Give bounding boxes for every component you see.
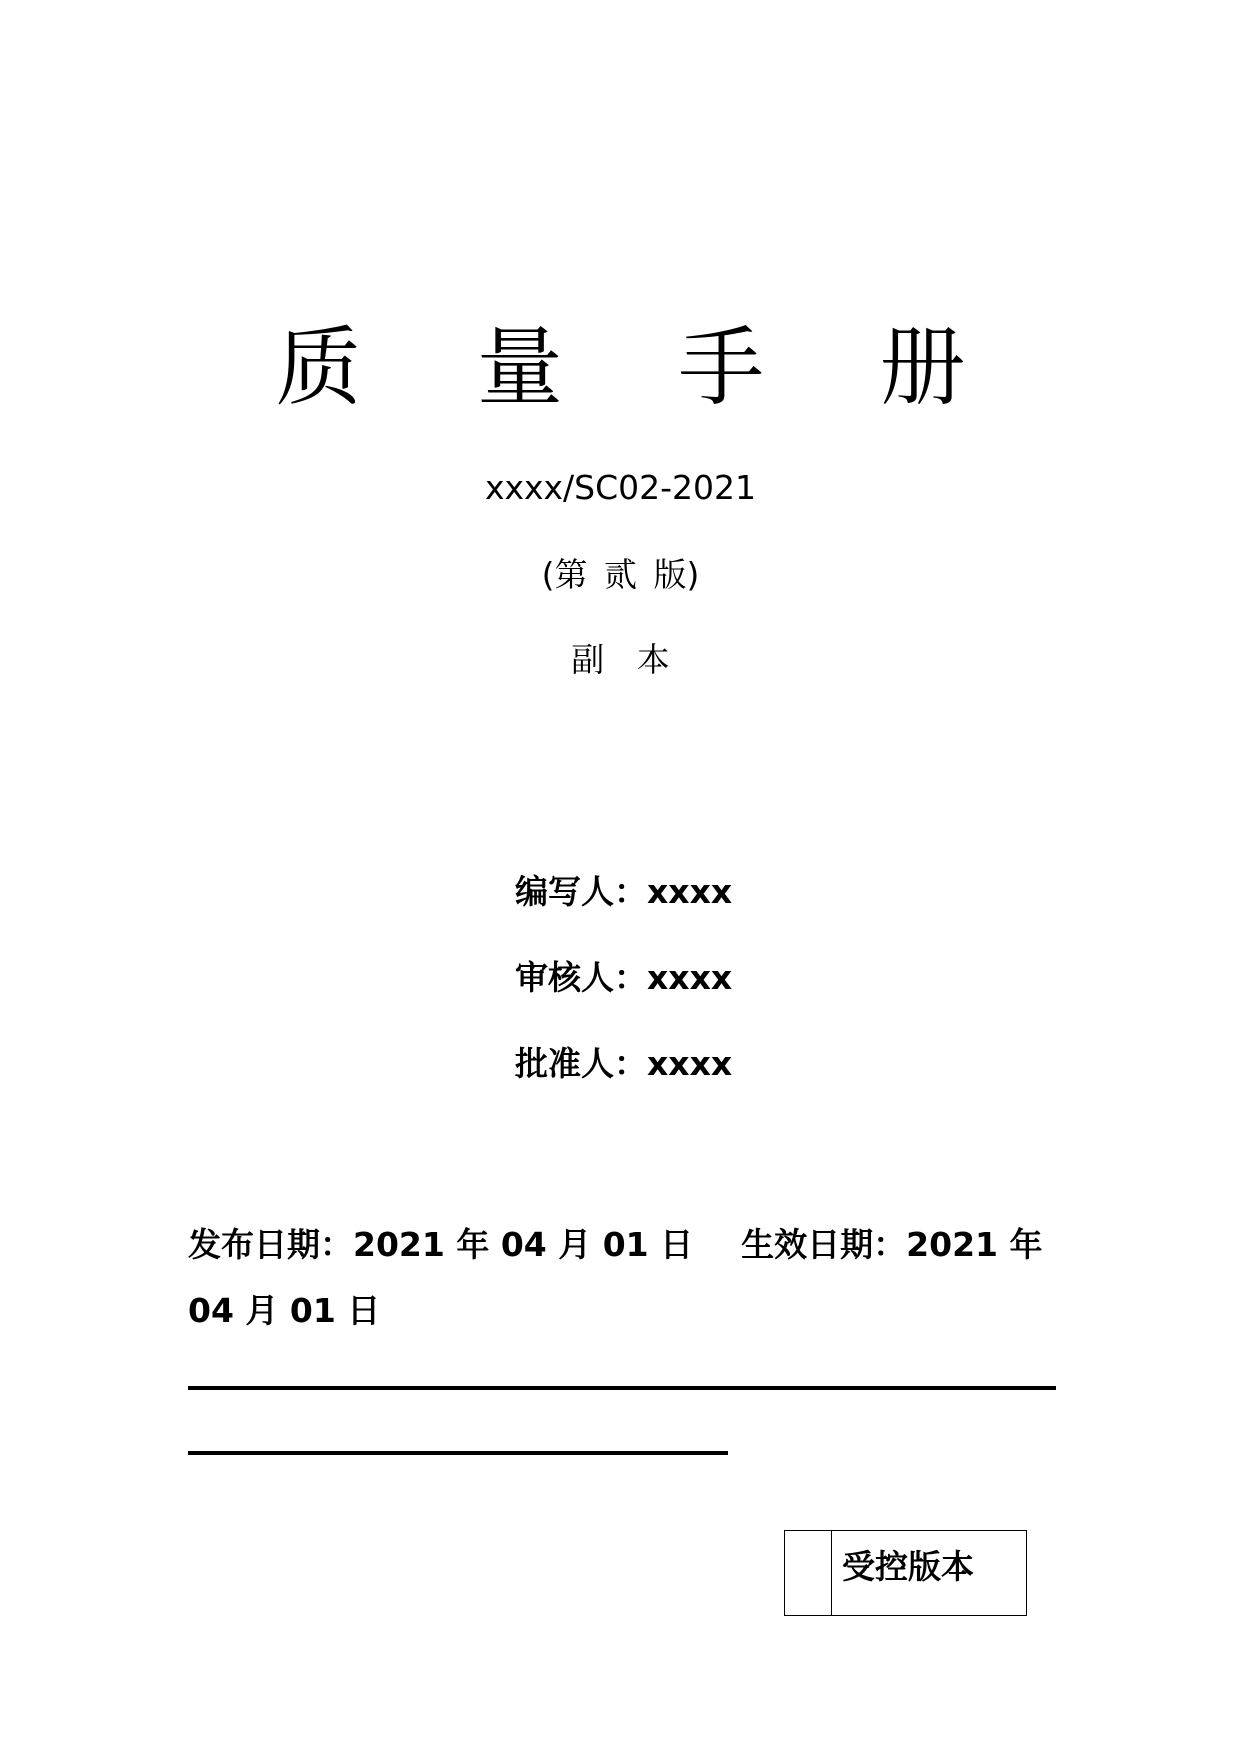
edition-label: (第 贰 版) xyxy=(541,555,700,594)
signature-rule-short xyxy=(188,1451,728,1455)
publish-date: 发布日期：2021 年 04 月 01 日 xyxy=(188,1225,694,1264)
copy-type-label: 副 本 xyxy=(571,640,670,679)
document-code: xxxx/SC02-2021 xyxy=(484,468,757,507)
controlled-version-box xyxy=(784,1530,1027,1616)
signature-rule-long xyxy=(188,1386,1056,1390)
reviewer-line: 审核人：xxxx xyxy=(515,958,733,997)
effective-date: 生效日期：2021 年 04 月 01 日 xyxy=(188,1225,1043,1330)
dates-paragraph xyxy=(188,1212,1058,1344)
document-title: 质 量 手 册 xyxy=(275,318,1010,418)
approver-line: 批准人：xxxx xyxy=(515,1044,733,1083)
control-stamp-cell xyxy=(785,1531,832,1615)
author-line: 编写人：xxxx xyxy=(515,872,733,911)
controlled-version-label: 受控版本 xyxy=(842,1547,974,1586)
